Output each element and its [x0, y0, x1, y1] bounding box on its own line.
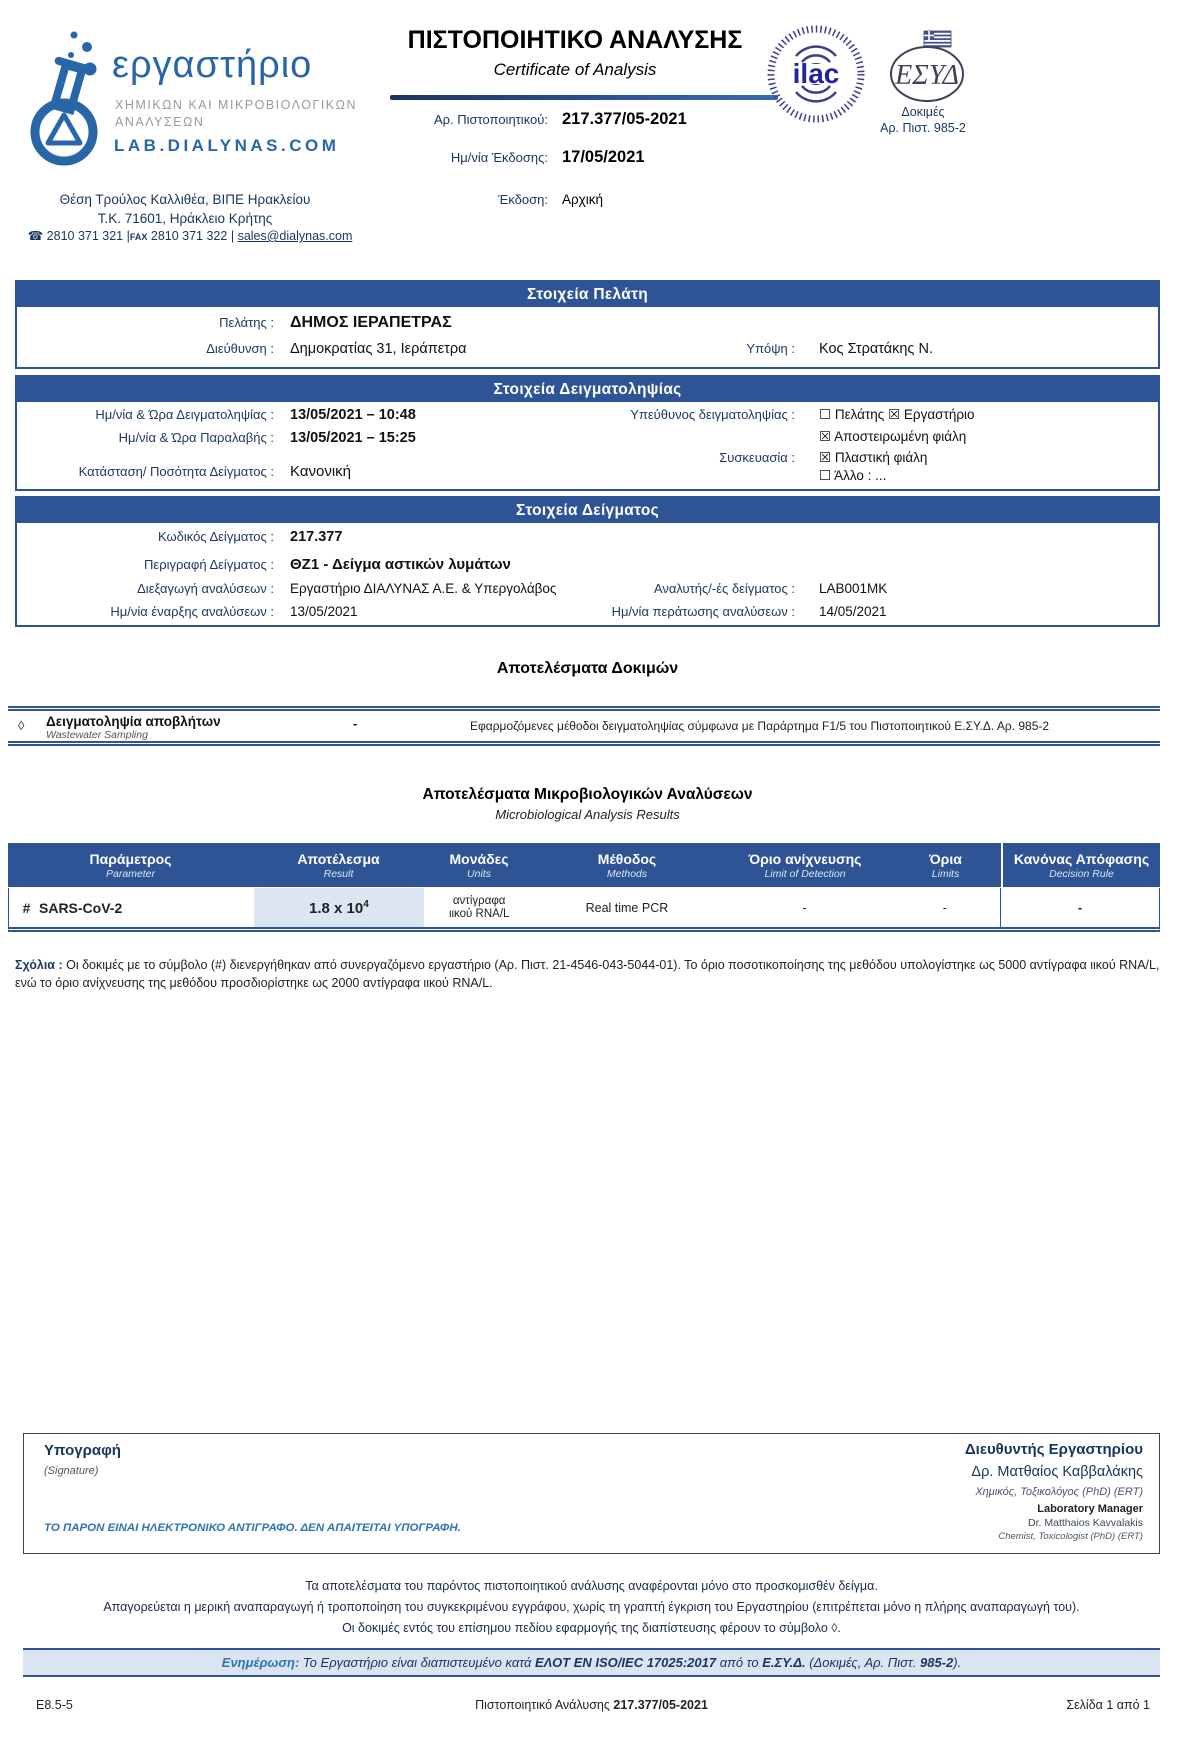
column-header-parameter: Παράμετρος Parameter: [89, 850, 172, 880]
edition-value: Αρχική: [562, 192, 604, 207]
sample-section-title: Στοιχεία Δείγματος: [17, 498, 1158, 523]
footer-center: Πιστοποιητικό Ανάλυσης 217.377/05-2021: [475, 1698, 708, 1712]
lab-address: [5, 190, 365, 228]
decision-rule-cell: -: [1000, 888, 1159, 927]
address-label: Διεύθυνση :: [206, 341, 274, 356]
director-title-en: Laboratory Manager: [1037, 1503, 1143, 1515]
customer-section-title: Στοιχεία Πελάτη: [17, 282, 1158, 307]
analysis-conduct-row: [17, 581, 556, 596]
column-header-units: Μονάδες Units: [449, 850, 509, 880]
sample-description-label: Περιγραφή Δείγματος :: [144, 557, 274, 572]
signature-subtitle: (Signature): [44, 1465, 99, 1477]
sample-section: [15, 496, 1160, 627]
sampling-datetime-label: Ημ/νία & Ώρα Δειγματοληψίας :: [95, 407, 274, 422]
lod-cell: -: [802, 900, 807, 915]
client-value: ΔΗΜΟΣ ΙΕΡΑΠΕΤΡΑΣ: [290, 314, 452, 331]
electronic-copy-note: ΤΟ ΠΑΡΟΝ ΕΙΝΑΙ ΗΛΕΚΤΡΟΝΙΚΟ ΑΝΤΙΓΡΑΦΟ. ΔΕΝ ΑΠΑΙΤΕΙΤΑΙ ΥΠΟΓΡΑΦΗ.: [44, 1522, 461, 1534]
comments-paragraph: [15, 957, 1162, 992]
parameter-name: SARS-CoV-2: [39, 899, 123, 916]
client-label: Πελάτης :: [219, 315, 274, 330]
lab-name: εργαστήριο: [112, 44, 313, 86]
packaging-other-checkbox: ☐ Άλλο : ...: [819, 468, 887, 483]
title-divider: [390, 95, 778, 100]
column-header-decision-rule: Κανόνας Απόφασης Decision Rule: [1001, 843, 1160, 887]
sample-condition-label: Κατάσταση/ Ποσότητα Δείγματος :: [78, 464, 274, 479]
test-name: Δειγματοληψία αποβλήτων: [46, 714, 221, 729]
analysis-end-value: 14/05/2021: [819, 604, 887, 619]
esyd-accreditation-logo-icon: [882, 30, 972, 111]
lab-subtitle-line1: ΧΗΜΙΚΩΝ ΚΑΙ ΜΙΚΡΟΒΙΟΛΟΓΙΚΩΝ: [115, 98, 358, 112]
attention-label: Υπόψη :: [746, 341, 795, 356]
column-header-lod: Όριο ανίχνευσης Limit of Detection: [748, 850, 862, 880]
method-cell: Real time PCR: [585, 900, 669, 915]
sampling-responsible-row: [537, 407, 975, 423]
analysis-conduct-label: Διεξαγωγή αναλύσεων :: [137, 581, 274, 596]
client-row: [17, 314, 452, 332]
test-results-heading: Αποτελέσματα Δοκιμών: [496, 660, 679, 677]
column-header-method: Μέθοδος Methods: [597, 850, 657, 880]
director-role: Χημικός, Τοξικολόγος (PhD) (ERT): [975, 1486, 1143, 1498]
esyd-caption-line2: Αρ. Πιστ. 985-2: [880, 121, 966, 135]
analysis-conduct-value: Εργαστήριο ΔΙΑΛΥΝΑΣ Α.Ε. & Υπεργολάβος: [290, 581, 557, 596]
packaging-label: Συσκευασία :: [719, 450, 795, 465]
sampling-section-title: Στοιχεία Δειγματοληψίας: [17, 377, 1158, 402]
form-code: E8.5-5: [36, 1698, 73, 1712]
lab-subtitle-line2: ΑΝΑΛΥΣΕΩΝ: [115, 115, 205, 129]
fax-number: 2810 371 322: [150, 229, 228, 243]
page-number: Σελίδα 1 από 1: [1066, 1698, 1150, 1712]
certificate-number-value: 217.377/05-2021: [562, 110, 687, 128]
separator: |: [230, 229, 235, 243]
sample-code-value: 217.377: [290, 529, 343, 545]
wastewater-sampling-row: [8, 706, 1160, 746]
lab-address-line1: Θέση Τρούλος Καλλιθέα, ΒΙΠΕ Ηρακλείου: [59, 192, 311, 207]
attention-row: [537, 341, 933, 357]
analysis-start-label: Ημ/νία έναρξης αναλύσεων :: [110, 604, 274, 619]
certificate-number-row: [350, 110, 810, 129]
sterile-bottle-checkbox: ☒ Αποστειρωμένη φιάλη: [819, 429, 967, 444]
phone-icon: ☎: [27, 229, 44, 243]
packaging-other-row: [537, 468, 886, 484]
table-row-sars-cov-2: [8, 888, 1160, 932]
issue-date-row: [350, 148, 810, 167]
analysis-end-label: Ημ/νία περάτωσης αναλύσεων :: [611, 604, 795, 619]
esyd-caption-line1: Δοκιμές: [901, 105, 945, 119]
esyd-text: ΕΣΥΔ: [895, 60, 959, 91]
issue-date-label: Ημ/νία Έκδοσης:: [450, 150, 548, 165]
sampling-section: [15, 375, 1160, 491]
test-name-en: Wastewater Sampling: [46, 729, 148, 741]
email-link[interactable]: sales@dialynas.com: [237, 229, 353, 243]
micro-results-table: [8, 843, 1160, 932]
disclaimer-line3: Οι δοκιμές εντός του επίσημου πεδίου εφαρμογής της διαπίστευσης φέρουν το σύμβολο ◊.: [342, 1621, 841, 1635]
analysis-end-row: [537, 604, 887, 619]
attention-value: Κος Στρατάκης Ν.: [819, 341, 933, 357]
micro-results-heading: [15, 786, 1160, 822]
accreditation-diamond-icon: ◊: [18, 718, 25, 733]
phone-number: 2810 371 321: [46, 229, 124, 243]
sample-code-row: [17, 529, 342, 545]
document-subtitle: Certificate of Analysis: [493, 60, 657, 79]
analyst-value: LAB001MK: [819, 581, 888, 596]
sampling-responsible-checkboxes: ☐ Πελάτης ☒ Εργαστήριο: [819, 407, 975, 422]
sample-condition-row: [17, 463, 351, 480]
separator: |: [126, 229, 130, 243]
document-title: ΠΙΣΤΟΠΟΙΗΤΙΚΟ ΑΝΑΛΥΣΗΣ: [407, 26, 743, 54]
fax-label: FAX: [129, 232, 148, 242]
test-result-value: -: [353, 716, 358, 731]
sample-description-value: ΘΖ1 - Δείγμα αστικών λυμάτων: [290, 556, 511, 573]
lab-flask-logo-icon: [24, 26, 112, 173]
ilac-accreditation-logo-icon: [766, 24, 866, 129]
result-cell: 1.8 x $10^4$: [254, 888, 425, 927]
issue-date-value: 17/05/2021: [562, 148, 645, 166]
received-datetime-value: 13/05/2021 – 15:25: [290, 430, 416, 446]
certificate-number-label: Αρ. Πιστοποιητικού:: [433, 112, 548, 127]
packaging-row: [537, 450, 927, 466]
director-title: Διευθυντής Εργαστηρίου: [964, 1441, 1143, 1458]
column-header-result: Αποτέλεσμα Result: [297, 850, 380, 880]
sample-condition-value: Κανονική: [290, 463, 352, 480]
sampling-datetime-row: [17, 407, 416, 423]
test-method: Εφαρμοζόμενες μέθοδοι δειγματοληψίας σύμφωνα με Παράρτημα F1/5 του Πιστοποιητικού Ε.ΣΥ.Δ. Αρ. 985-2: [470, 719, 1050, 733]
micro-results-heading-en: Microbiological Analysis Results: [495, 807, 680, 822]
analysis-start-row: [17, 604, 358, 619]
disclaimer-line2: Απαγορεύεται η μερική αναπαραγωγή ή τροποποίηση του συγκεκριμένου εγγράφου, χωρίς τη γραπτή έγκριση του Εργαστηρίου (επιτρέπεται μόνο η πλήρης αναπαραγωγή του).: [103, 1600, 1080, 1614]
customer-section: [15, 280, 1160, 369]
sterile-bottle-row: [537, 429, 966, 445]
director-role-en: Chemist, Toxicologist (PhD) (ERT): [998, 1531, 1143, 1542]
received-datetime-row: [17, 430, 416, 446]
address-row: [17, 341, 467, 357]
micro-results-heading-el: Αποτελέσματα Μικροβιολογικών Αναλύσεων: [422, 786, 753, 803]
ilac-text: ilac: [792, 58, 840, 89]
units-cell: αντίγραφα ιικού RNA/L: [448, 894, 510, 920]
packaging-plastic-checkbox: ☒ Πλαστική φιάλη: [819, 450, 928, 465]
lab-website: LAB.DIALYNAS.COM: [114, 136, 340, 155]
micro-table-header: [8, 843, 1160, 887]
analyst-label: Αναλυτής/-ές δείγματος :: [653, 581, 795, 596]
sampling-responsible-label: Υπεύθυνος δειγματοληψίας :: [630, 407, 795, 422]
accreditation-notice-bar: Ενημέρωση: Το Εργαστήριο είναι διαπιστευμένο κατά ΕΛΟΤ EN ISO/IEC 17025:2017 από το Ε.ΣΥ.Δ. (Δοκιμές, Αρ. Πιστ. 985-2).: [23, 1648, 1160, 1677]
sample-description-row: [17, 556, 511, 573]
sampling-datetime-value: 13/05/2021 – 10:48: [290, 407, 416, 423]
sample-code-label: Κωδικός Δείγματος :: [157, 529, 274, 544]
notice-label: Ενημέρωση:: [221, 1655, 300, 1670]
lab-director-block: [965, 1441, 1143, 1542]
lab-address-line2: Τ.Κ. 71601, Ηράκλειο Κρήτης: [97, 211, 273, 226]
signature-title: Υπογραφή: [44, 1442, 121, 1459]
esyd-caption: [858, 104, 988, 136]
analyst-row: [537, 581, 887, 596]
signature-box: [23, 1433, 1160, 1554]
edition-label: Έκδοση:: [498, 192, 548, 207]
address-value: Δημοκρατίας 31, Ιεράπετρα: [290, 341, 467, 357]
limits-cell: -: [942, 900, 947, 915]
received-datetime-label: Ημ/νία & Ώρα Παραλαβής :: [118, 430, 274, 445]
director-name: Δρ. Ματθαίος Καββαλάκης: [971, 1464, 1143, 1480]
lab-contact-line: [5, 228, 375, 243]
comments-text: Οι δοκιμές με το σύμβολο (#) διενεργήθηκαν από συνεργαζόμενο εργαστήριο (Αρ. Πιστ. 21-4546-043-5044-01). Το όριο ποσοτικοποίησης της μεθόδου υπολογίστηκε ως 5000 αντίγραφα ιικού RNA/L, ενώ το όριο ανίχνευσης της μεθόδου προσδιορίστηκε ως 2000 αντίγραφα ιικού RNA/L.: [15, 958, 1160, 990]
column-header-limits: Όρια Limits: [929, 850, 962, 880]
subcontracted-flag: #: [22, 899, 31, 916]
disclaimer-block: [23, 1576, 1160, 1639]
comments-label: Σχόλια :: [15, 958, 63, 972]
analysis-start-value: 13/05/2021: [290, 604, 358, 619]
edition-row: [350, 192, 810, 207]
director-name-en: Dr. Matthaios Kavvalakis: [1028, 1517, 1143, 1529]
disclaimer-line1: Τα αποτελέσματα του παρόντος πιστοποιητικού ανάλυσης αναφέρονται μόνο στο προσκομισθέν δείγμα.: [305, 1579, 878, 1593]
